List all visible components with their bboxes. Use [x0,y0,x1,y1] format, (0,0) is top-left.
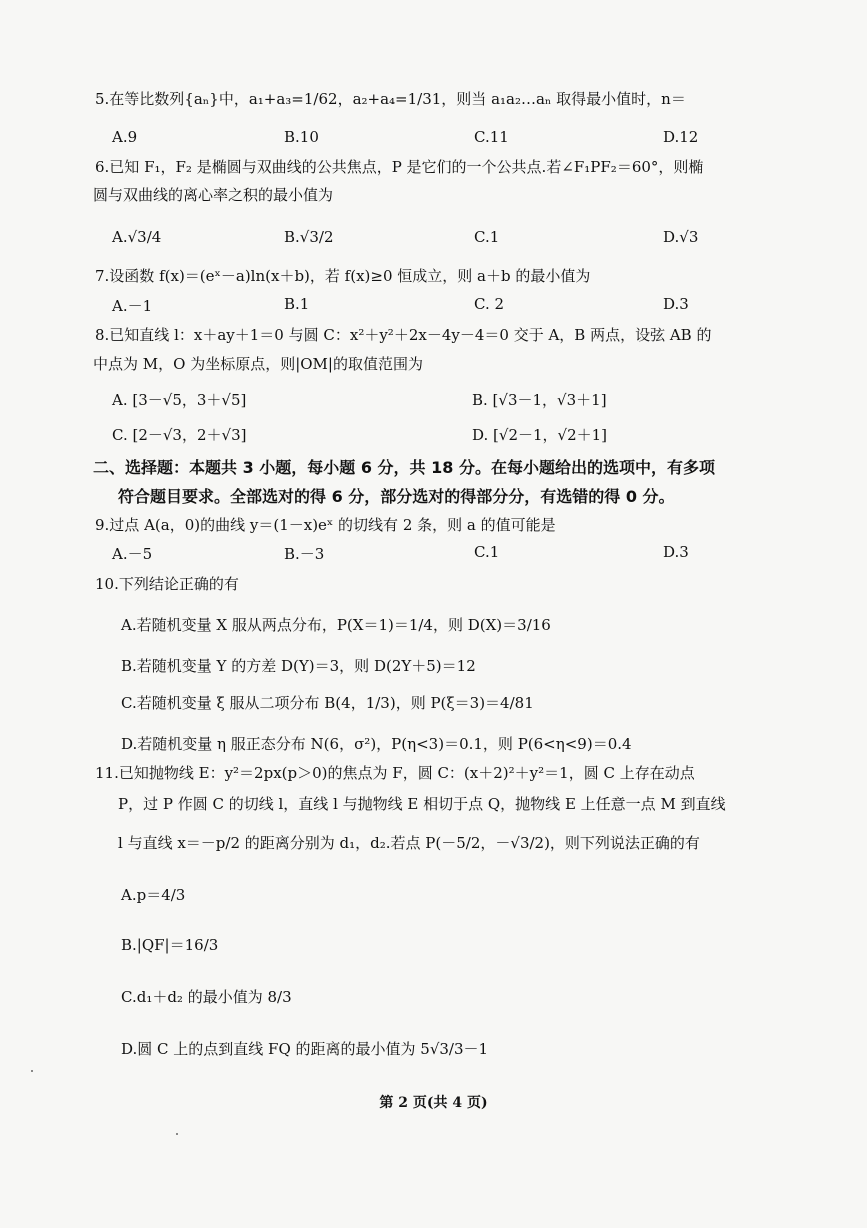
q11-option-d: D.圆 C 上的点到直线 FQ 的距离的最小值为 5√3/3－1 [121,1040,489,1058]
q6-stem-line1: 6.已知 F₁，F₂ 是椭圆与双曲线的公共焦点，P 是它们的一个公共点.若∠F₁PF₂＝60°，则椭 [95,158,704,176]
q10-option-d: D.若随机变量 η 服正态分布 N(6，σ²)，P(η<3)＝0.1，则 P(6<η<9)＝0.4 [121,735,632,753]
q8-option-a: A. [3－√5，3＋√5] [112,391,247,409]
q8-option-b: B. [√3－1，√3＋1] [472,391,607,409]
q7-options [112,295,752,315]
q7-option-d: D.3 [663,295,689,313]
scan-speck [176,1133,178,1135]
q8-stem-line2: 中点为 M，O 为坐标原点，则|OM|的取值范围为 [93,355,423,373]
q8-options-row2 [112,424,752,444]
q7-option-b: B.1 [284,295,310,313]
q11-option-a: A.p＝4/3 [121,886,186,904]
q6-options [112,228,752,248]
q11-stem-line3: l 与直线 x＝－p/2 的距离分别为 d₁，d₂.若点 P(－5/2，－√3/2)，则下列说法正确的有 [118,834,700,852]
q10-option-a: A.若随机变量 X 服从两点分布，P(X＝1)＝1/4，则 D(X)＝3/16 [121,616,551,634]
q10-option-c: C.若随机变量 ξ 服从二项分布 B(4，1/3)，则 P(ξ＝3)＝4/81 [121,694,534,712]
q10-option-b: B.若随机变量 Y 的方差 D(Y)＝3，则 D(2Y＋5)＝12 [121,657,476,675]
q11-option-b: B.|QF|＝16/3 [121,936,219,954]
section2-header-line2: 符合题目要求。全部选对的得 6 分，部分选对的得部分分，有选错的得 0 分。 [118,487,675,506]
q5-option-a: A.9 [112,128,138,146]
q7-option-a: A.－1 [112,297,153,315]
scan-speck [31,1070,33,1072]
q9-option-d: D.3 [663,543,689,561]
q7-stem: 7.设函数 f(x)＝(eˣ－a)ln(x＋b)，若 f(x)≥0 恒成立，则 a＋b 的最小值为 [95,267,591,285]
q6-option-b: B.√3/2 [284,228,334,246]
q5-stem: 5.在等比数列{aₙ}中，a₁+a₃=1/62，a₂+a₄=1/31，则当 a₁a₂…aₙ 取得最小值时，n＝ [95,90,686,108]
q11-stem-line1: 11.已知抛物线 E：y²＝2px(p＞0)的焦点为 F，圆 C：(x＋2)²＋y²＝1，圆 C 上存在动点 [95,764,695,782]
q5-option-d: D.12 [663,128,699,146]
section2-header-line1: 二、选择题：本题共 3 小题，每小题 6 分，共 18 分。在每小题给出的选项中，有多项 [93,458,715,477]
q7-option-c: C. 2 [474,295,505,313]
q11-option-c: C.d₁＋d₂ 的最小值为 8/3 [121,988,292,1006]
q6-option-c: C.1 [474,228,500,246]
q10-stem: 10.下列结论正确的有 [95,575,239,593]
q6-option-d: D.√3 [663,228,699,246]
q8-option-c: C. [2－√3，2＋√3] [112,426,247,444]
q8-stem-line1: 8.已知直线 l：x＋ay＋1＝0 与圆 C：x²＋y²＋2x－4y－4＝0 交于 A，B 两点，设弦 AB 的 [95,326,712,344]
q9-stem: 9.过点 A(a，0)的曲线 y＝(1－x)eˣ 的切线有 2 条，则 a 的值可能是 [95,516,556,534]
q6-stem-line2: 圆与双曲线的离心率之积的最小值为 [93,186,334,204]
q6-option-a: A.√3/4 [112,228,162,246]
q11-stem-line2: P，过 P 作圆 C 的切线 l，直线 l 与抛物线 E 相切于点 Q，抛物线 E 上任意一点 M 到直线 [118,795,726,813]
q9-option-c: C.1 [474,543,500,561]
q8-options-row1 [112,389,752,409]
q9-option-b: B.－3 [284,545,325,563]
q9-options [112,543,752,563]
q5-option-c: C.11 [474,128,509,146]
q9-option-a: A.－5 [112,545,153,563]
q5-options [112,128,752,148]
page-footer: 第 2 页(共 4 页) [379,1095,488,1111]
q8-option-d: D. [√2－1，√2＋1] [472,426,608,444]
q5-option-b: B.10 [284,128,319,146]
